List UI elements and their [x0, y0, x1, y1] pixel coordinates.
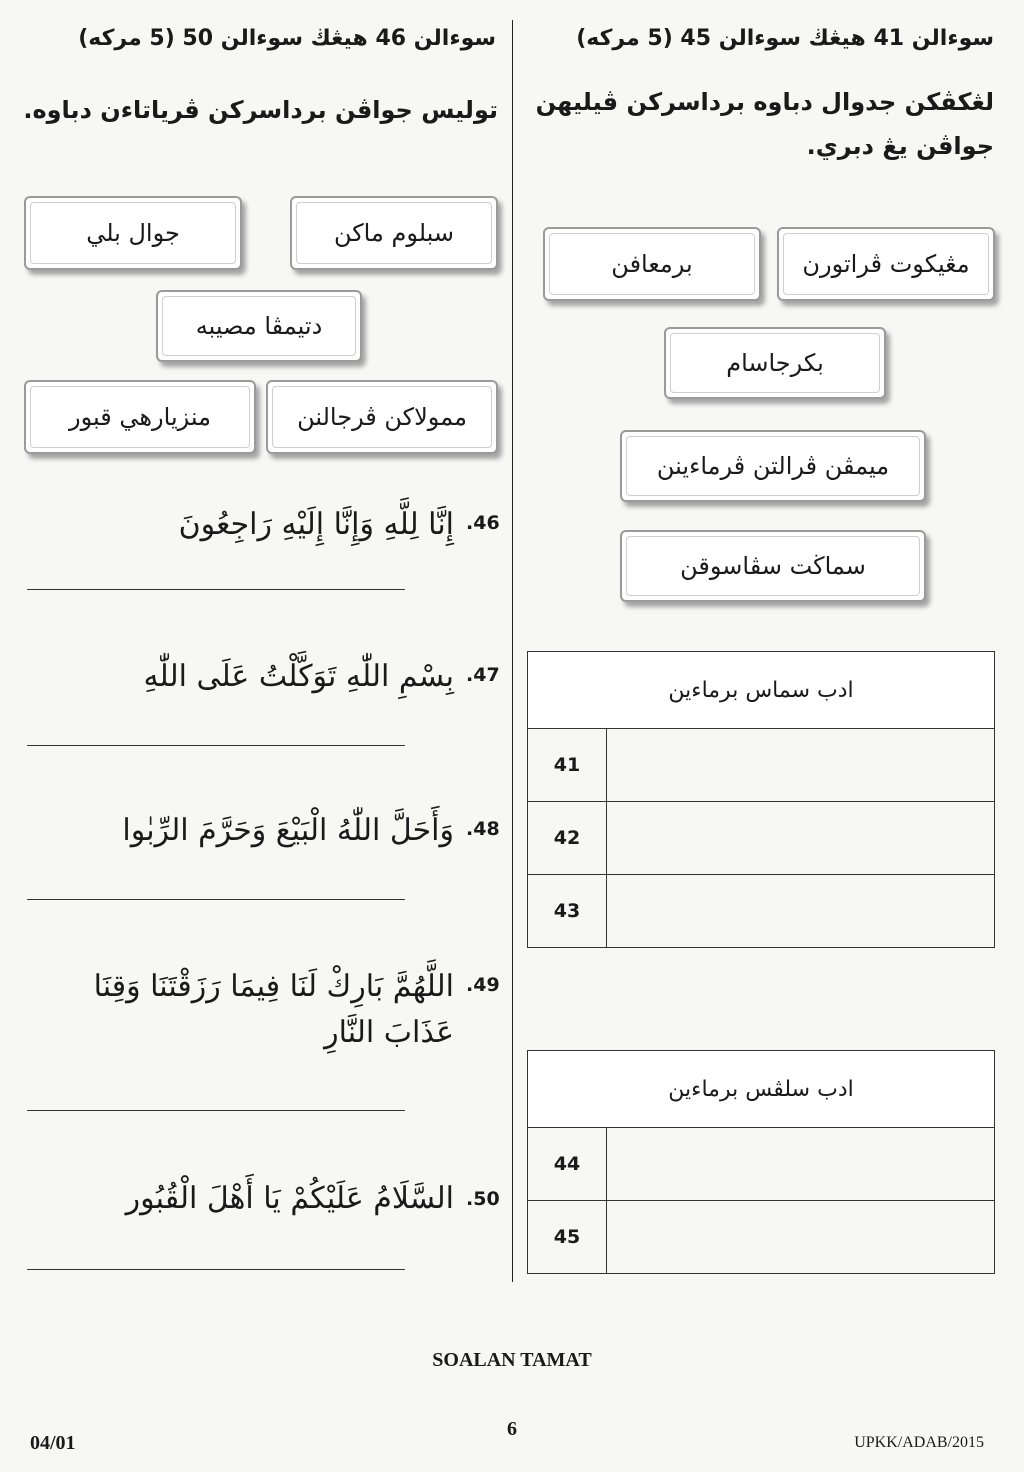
row-number: 44: [528, 1128, 607, 1201]
row-number: 43: [528, 875, 607, 948]
answer-line[interactable]: [27, 1110, 405, 1111]
answer-card: سماڬت سڤاسوقن: [620, 530, 926, 602]
table-row: [528, 1128, 995, 1201]
question-number: .50: [466, 1188, 500, 1210]
answer-cell[interactable]: [607, 1201, 995, 1274]
table-title: ادب سلڤس برماءين: [528, 1051, 995, 1128]
table-row: [528, 875, 995, 948]
question-phrase: اللَّهُمَّ بَارِكْ لَنَا فِيمَا رَزَقْتَنَا وَقِنَا عَذَابَ النَّارِ: [93, 969, 454, 1050]
answer-line[interactable]: [27, 745, 405, 746]
table-adab-selepas: [527, 1050, 995, 1274]
answer-line[interactable]: [27, 1269, 405, 1270]
question-phrase: وَأَحَلَّ اللّٰهُ الْبَيْعَ وَحَرَّمَ الرِّبٰوا: [122, 813, 454, 848]
answer-card: ميمڤن ڤرالتن ڤرماءينن: [620, 430, 926, 502]
left-question-heading: سوءالن 46 هيڠڬ سوءالن 50 (5 مركه): [78, 26, 496, 51]
table-row: [528, 802, 995, 875]
answer-cell[interactable]: [607, 875, 995, 948]
answer-card: برمعافن: [543, 227, 761, 301]
question-number: .48: [466, 818, 500, 840]
answer-line[interactable]: [27, 589, 405, 590]
row-number: 45: [528, 1201, 607, 1274]
answer-line[interactable]: [27, 899, 405, 900]
left-instruction: توليس جواڤن برداسركن ڤرياتاءن دباوه.: [23, 96, 498, 124]
exam-code: UPKK/ADAB/2015: [854, 1434, 984, 1451]
situation-card: سبلوم ماكن: [290, 196, 498, 270]
paper-code: 04/01: [30, 1432, 76, 1454]
situation-card: ممولاكن ڤرجالنن: [266, 380, 498, 454]
table-adab-semasa: [527, 651, 995, 948]
row-number: 42: [528, 802, 607, 875]
table-row: [528, 729, 995, 802]
answer-cell[interactable]: [607, 729, 995, 802]
right-instruction: لڠكڤكن جدوال دباوه برداسركن ڤيليهن جواڤن يڠ دبري.: [535, 88, 994, 160]
row-number: 41: [528, 729, 607, 802]
question-phrase: بِسْمِ اللّٰهِ تَوَكَّلْتُ عَلَى اللّٰهِ: [143, 659, 454, 694]
table-title: ادب سماس برماءين: [528, 652, 995, 729]
column-divider: [512, 20, 513, 1282]
question-phrase: إِنَّا لِلَّهِ وَإِنَّا إِلَيْهِ رَاجِعُونَ: [178, 507, 454, 542]
situation-card: جوال بلي: [24, 196, 242, 270]
question-phrase: السَّلَامُ عَلَيْكُمْ يَا أَهْلَ الْقُبُور: [125, 1181, 454, 1216]
answer-cell[interactable]: [607, 1128, 995, 1201]
right-question-heading: سوءالن 41 هيڠڬ سوءالن 45 (5 مركه): [576, 26, 994, 51]
answer-card: مڠيكوت ڤراتورن: [777, 227, 995, 301]
question-number: .46: [466, 512, 500, 534]
question-number: .47: [466, 664, 500, 686]
situation-card: منزيارهي قبور: [24, 380, 256, 454]
situation-card: دتيمڤا مصيبه: [156, 290, 362, 362]
answer-cell[interactable]: [607, 802, 995, 875]
answer-card: بكرجاسام: [664, 327, 886, 399]
page-number: 6: [507, 1418, 517, 1440]
end-of-questions: SOALAN TAMAT: [432, 1349, 592, 1371]
table-row: [528, 1201, 995, 1274]
question-number: .49: [466, 974, 500, 996]
